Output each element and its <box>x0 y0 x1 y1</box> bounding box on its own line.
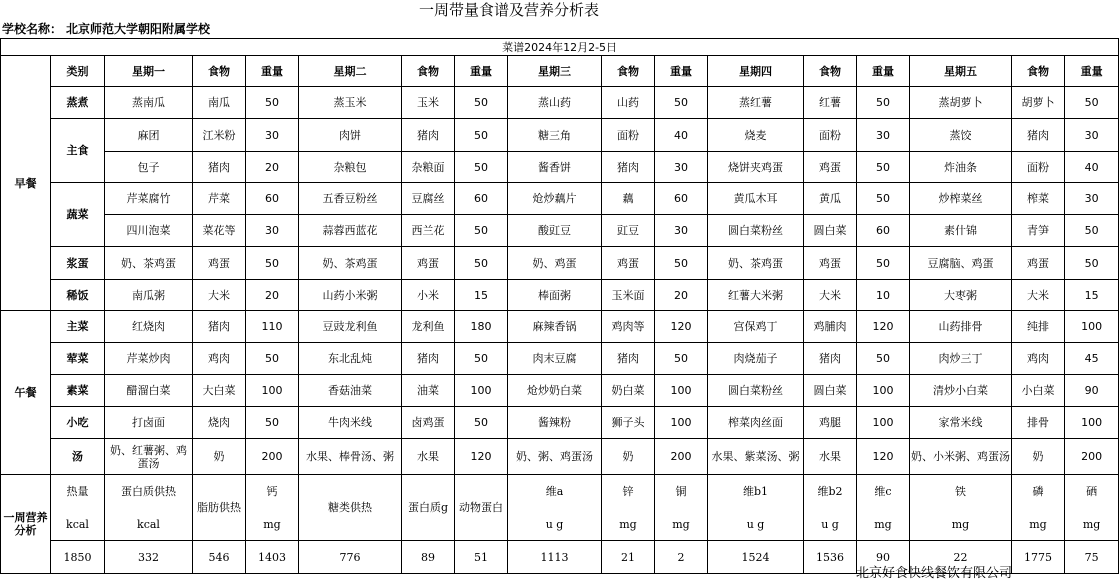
menu-cell: 50 <box>655 87 708 119</box>
nutrient-name: 热量 <box>51 475 105 509</box>
menu-cell: 大白菜 <box>193 375 246 407</box>
nutrient-value: 90 <box>857 541 910 574</box>
nutrient-value: 22 <box>910 541 1012 574</box>
menu-cell: 圆白菜粉丝 <box>708 375 804 407</box>
menu-cell: 50 <box>1065 247 1119 280</box>
nutrient-name: 硒 <box>1065 475 1119 509</box>
menu-cell: 豇豆 <box>602 215 655 247</box>
menu-cell: 15 <box>455 280 508 311</box>
menu-cell: 猪肉 <box>193 311 246 343</box>
menu-cell: 50 <box>455 152 508 183</box>
menu-cell: 30 <box>1065 119 1119 152</box>
menu-cell: 烧肉 <box>193 407 246 439</box>
menu-cell: 圆白菜粉丝 <box>708 215 804 247</box>
menu-cell: 蒜蓉西蓝花 <box>299 215 402 247</box>
menu-cell: 鸡蛋 <box>804 247 857 280</box>
nutrient-value: 546 <box>193 541 246 574</box>
nutrient-unit: kcal <box>105 509 193 541</box>
menu-cell: 50 <box>246 247 299 280</box>
nutrient-value: 1113 <box>508 541 602 574</box>
menu-cell: 山药小米粥 <box>299 280 402 311</box>
header-cell: 重量 <box>857 56 910 87</box>
nutrient-value: 2 <box>655 541 708 574</box>
period-row <box>1 39 1119 56</box>
menu-cell: 200 <box>246 439 299 475</box>
menu-cell: 水果、紫菜汤、粥 <box>708 439 804 475</box>
menu-cell: 面粉 <box>602 119 655 152</box>
menu-cell: 肉末豆腐 <box>508 343 602 375</box>
nutrient-value: 776 <box>299 541 402 574</box>
menu-cell: 100 <box>1065 407 1119 439</box>
header-cell: 重量 <box>246 56 299 87</box>
menu-period: 菜谱2024年12月2-5日 <box>1 39 1119 56</box>
header-cell: 星期四 <box>708 56 804 87</box>
menu-cell: 胡萝卜 <box>1012 87 1065 119</box>
menu-cell: 打卤面 <box>105 407 193 439</box>
breakfast-row <box>1 247 1119 280</box>
menu-cell: 奶、茶鸡蛋 <box>105 247 193 280</box>
menu-cell: 大米 <box>804 280 857 311</box>
category-cell: 素菜 <box>51 375 105 407</box>
menu-cell: 蒸饺 <box>910 119 1012 152</box>
breakfast-row <box>1 183 1119 215</box>
menu-cell: 烧饼夹鸡蛋 <box>708 152 804 183</box>
header-cell: 食物 <box>602 56 655 87</box>
nutrient-name: 维b2 <box>804 475 857 509</box>
menu-cell: 酱香饼 <box>508 152 602 183</box>
header-cell: 食物 <box>804 56 857 87</box>
menu-cell: 宫保鸡丁 <box>708 311 804 343</box>
nutrient-unit: u g <box>508 509 602 541</box>
menu-cell: 120 <box>655 311 708 343</box>
menu-cell: 30 <box>246 215 299 247</box>
menu-cell: 奶、红薯粥、鸡蛋汤 <box>105 439 193 475</box>
nutrient-unit: mg <box>246 509 299 541</box>
menu-cell: 50 <box>857 183 910 215</box>
nutrient-name: 维a <box>508 475 602 509</box>
menu-cell: 奶、鸡蛋 <box>508 247 602 280</box>
menu-cell: 奶、粥、鸡蛋汤 <box>508 439 602 475</box>
menu-cell: 杂粮面 <box>402 152 455 183</box>
menu-cell: 50 <box>1065 87 1119 119</box>
menu-cell: 奶 <box>1012 439 1065 475</box>
header-cell: 星期三 <box>508 56 602 87</box>
menu-cell: 奶、小米粥、鸡蛋汤 <box>910 439 1012 475</box>
menu-cell: 60 <box>857 215 910 247</box>
menu-cell: 南瓜粥 <box>105 280 193 311</box>
menu-cell: 30 <box>1065 183 1119 215</box>
menu-cell: 蒸山药 <box>508 87 602 119</box>
breakfast-row <box>1 215 1119 247</box>
menu-cell: 奶、茶鸡蛋 <box>299 247 402 280</box>
nutrition-unit-row <box>1 509 1119 541</box>
nutrient-value: 51 <box>455 541 508 574</box>
menu-cell: 50 <box>857 152 910 183</box>
nutrient-name: 锌 <box>602 475 655 509</box>
menu-cell: 猪肉 <box>402 119 455 152</box>
menu-cell: 西兰花 <box>402 215 455 247</box>
menu-cell: 玉米 <box>402 87 455 119</box>
menu-cell: 包子 <box>105 152 193 183</box>
menu-cell: 大枣粥 <box>910 280 1012 311</box>
lunch-row <box>1 439 1119 475</box>
menu-cell: 炸油条 <box>910 152 1012 183</box>
menu-cell: 鸡蛋 <box>804 152 857 183</box>
menu-cell: 榨菜肉丝面 <box>708 407 804 439</box>
menu-cell: 小白菜 <box>1012 375 1065 407</box>
menu-cell: 蒸玉米 <box>299 87 402 119</box>
menu-cell: 糖三角 <box>508 119 602 152</box>
menu-cell: 100 <box>246 375 299 407</box>
menu-cell: 90 <box>1065 375 1119 407</box>
menu-cell: 180 <box>455 311 508 343</box>
nutrient-unit: mg <box>602 509 655 541</box>
menu-cell: 菜花等 <box>193 215 246 247</box>
menu-cell: 30 <box>857 119 910 152</box>
menu-cell: 60 <box>246 183 299 215</box>
menu-cell: 藕 <box>602 183 655 215</box>
lunch-row <box>1 311 1119 343</box>
menu-cell: 50 <box>857 247 910 280</box>
header-cell: 食物 <box>193 56 246 87</box>
nutrient-name: 蛋白质g <box>402 475 455 541</box>
menu-cell: 五香豆粉丝 <box>299 183 402 215</box>
menu-cell: 牛肉米线 <box>299 407 402 439</box>
nutrient-name: 动物蛋白 <box>455 475 508 541</box>
menu-cell: 鸡肉 <box>193 343 246 375</box>
nutrient-value: 1536 <box>804 541 857 574</box>
lunch-row <box>1 407 1119 439</box>
lunch-row <box>1 375 1119 407</box>
menu-cell: 东北乱炖 <box>299 343 402 375</box>
menu-cell: 50 <box>455 343 508 375</box>
menu-cell: 山药 <box>602 87 655 119</box>
menu-cell: 50 <box>246 343 299 375</box>
menu-cell: 100 <box>857 407 910 439</box>
nutrient-value: 75 <box>1065 541 1119 574</box>
menu-cell: 大米 <box>1012 280 1065 311</box>
menu-cell: 红薯大米粥 <box>708 280 804 311</box>
nutrient-value: 1850 <box>51 541 105 574</box>
menu-cell: 南瓜 <box>193 87 246 119</box>
menu-cell: 香菇油菜 <box>299 375 402 407</box>
menu-cell: 蒸红薯 <box>708 87 804 119</box>
menu-cell: 100 <box>455 375 508 407</box>
menu-cell: 炝炒藕片 <box>508 183 602 215</box>
menu-cell: 50 <box>857 87 910 119</box>
menu-cell: 50 <box>455 407 508 439</box>
lunch-row <box>1 343 1119 375</box>
menu-cell: 猪肉 <box>193 152 246 183</box>
header-cell: 星期一 <box>105 56 193 87</box>
header-cell: 食物 <box>1012 56 1065 87</box>
menu-cell: 炝炒奶白菜 <box>508 375 602 407</box>
nutrient-unit: kcal <box>51 509 105 541</box>
menu-cell: 山药排骨 <box>910 311 1012 343</box>
nutrition-name-row <box>1 475 1119 509</box>
menu-cell: 40 <box>655 119 708 152</box>
menu-cell: 鸡蛋 <box>402 247 455 280</box>
menu-cell: 豆豉龙利鱼 <box>299 311 402 343</box>
header-cell: 星期五 <box>910 56 1012 87</box>
menu-cell: 200 <box>1065 439 1119 475</box>
menu-cell: 鸡蛋 <box>602 247 655 280</box>
menu-cell: 豆腐丝 <box>402 183 455 215</box>
menu-cell: 15 <box>1065 280 1119 311</box>
menu-cell: 黄瓜 <box>804 183 857 215</box>
menu-cell: 红薯 <box>804 87 857 119</box>
menu-cell: 杂粮包 <box>299 152 402 183</box>
menu-cell: 炒榨菜丝 <box>910 183 1012 215</box>
header-cell: 重量 <box>1065 56 1119 87</box>
menu-cell: 120 <box>857 439 910 475</box>
menu-cell: 麻辣香锅 <box>508 311 602 343</box>
menu-cell: 肉烧茄子 <box>708 343 804 375</box>
nutrient-value: 1775 <box>1012 541 1065 574</box>
menu-cell: 鸡肉 <box>1012 343 1065 375</box>
menu-cell: 20 <box>246 280 299 311</box>
category-cell: 浆蛋 <box>51 247 105 280</box>
menu-cell: 奶白菜 <box>602 375 655 407</box>
menu-cell: 30 <box>246 119 299 152</box>
menu-cell: 猪肉 <box>804 343 857 375</box>
nutrient-name: 铁 <box>910 475 1012 509</box>
nutrient-unit: mg <box>655 509 708 541</box>
menu-cell: 圆白菜 <box>804 375 857 407</box>
menu-cell: 狮子头 <box>602 407 655 439</box>
school-name: 北京师范大学朝阳附属学校 <box>66 22 211 36</box>
menu-cell: 四川泡菜 <box>105 215 193 247</box>
menu-cell: 酱辣粉 <box>508 407 602 439</box>
menu-cell: 龙利鱼 <box>402 311 455 343</box>
menu-cell: 100 <box>1065 311 1119 343</box>
menu-cell: 肉炒三丁 <box>910 343 1012 375</box>
menu-cell: 100 <box>655 375 708 407</box>
nutrient-name: 脂肪供热 <box>193 475 246 541</box>
school-label: 学校名称： <box>2 22 63 36</box>
menu-cell: 烧麦 <box>708 119 804 152</box>
menu-cell: 100 <box>655 407 708 439</box>
menu-cell: 水果 <box>402 439 455 475</box>
menu-cell: 猪肉 <box>602 152 655 183</box>
nutrient-unit: mg <box>1012 509 1065 541</box>
nutrient-name: 糖类供热 <box>299 475 402 541</box>
menu-cell: 20 <box>655 280 708 311</box>
menu-cell: 蒸南瓜 <box>105 87 193 119</box>
menu-cell: 素什锦 <box>910 215 1012 247</box>
nutrient-value: 1403 <box>246 541 299 574</box>
nutrient-unit: mg <box>1065 509 1119 541</box>
menu-cell: 家常米线 <box>910 407 1012 439</box>
menu-cell: 江米粉 <box>193 119 246 152</box>
page-title: 一周带量食谱及营养分析表 <box>418 1 599 19</box>
menu-cell: 50 <box>455 119 508 152</box>
menu-cell: 棒面粥 <box>508 280 602 311</box>
menu-cell: 芹菜 <box>193 183 246 215</box>
menu-cell: 纯排 <box>1012 311 1065 343</box>
header-cell: 重量 <box>655 56 708 87</box>
nutrient-value: 1524 <box>708 541 804 574</box>
menu-cell: 50 <box>655 247 708 280</box>
menu-cell: 120 <box>857 311 910 343</box>
menu-cell: 玉米面 <box>602 280 655 311</box>
nutrient-unit: mg <box>857 509 910 541</box>
header-cell: 类别 <box>51 56 105 87</box>
menu-cell: 小米 <box>402 280 455 311</box>
menu-cell: 圆白菜 <box>804 215 857 247</box>
menu-cell: 清炒小白菜 <box>910 375 1012 407</box>
category-cell: 小吃 <box>51 407 105 439</box>
menu-cell: 大米 <box>193 280 246 311</box>
nutrient-value: 332 <box>105 541 193 574</box>
menu-cell: 100 <box>857 375 910 407</box>
menu-cell: 卤鸡蛋 <box>402 407 455 439</box>
menu-cell: 40 <box>1065 152 1119 183</box>
menu-cell: 鸡腿 <box>804 407 857 439</box>
nutrient-name: 铜 <box>655 475 708 509</box>
menu-cell: 10 <box>857 280 910 311</box>
nutrient-value: 21 <box>602 541 655 574</box>
header-cell: 食物 <box>402 56 455 87</box>
category-cell: 汤 <box>51 439 105 475</box>
menu-cell: 肉饼 <box>299 119 402 152</box>
menu-cell: 蒸胡萝卜 <box>910 87 1012 119</box>
nutrient-name: 蛋白质供热 <box>105 475 193 509</box>
menu-cell: 50 <box>246 87 299 119</box>
menu-cell: 豆腐脑、鸡蛋 <box>910 247 1012 280</box>
header-cell: 重量 <box>455 56 508 87</box>
menu-cell: 20 <box>246 152 299 183</box>
menu-cell: 奶、茶鸡蛋 <box>708 247 804 280</box>
breakfast-row <box>1 280 1119 311</box>
breakfast-row <box>1 152 1119 183</box>
menu-cell: 50 <box>455 87 508 119</box>
breakfast-row <box>1 87 1119 119</box>
school-line <box>2 20 210 38</box>
menu-cell: 油菜 <box>402 375 455 407</box>
nutrient-name: 磷 <box>1012 475 1065 509</box>
menu-cell: 面粉 <box>1012 152 1065 183</box>
menu-cell: 芹菜腐竹 <box>105 183 193 215</box>
category-cell: 稀饭 <box>51 280 105 311</box>
menu-cell: 60 <box>655 183 708 215</box>
category-cell: 荤菜 <box>51 343 105 375</box>
menu-cell: 鸡肉等 <box>602 311 655 343</box>
menu-cell: 50 <box>857 343 910 375</box>
nutrition-label: 一周营养分析 <box>1 475 51 574</box>
menu-cell: 麻团 <box>105 119 193 152</box>
menu-cell: 鸡蛋 <box>193 247 246 280</box>
menu-cell: 面粉 <box>804 119 857 152</box>
menu-cell: 酸豇豆 <box>508 215 602 247</box>
menu-cell: 榨菜 <box>1012 183 1065 215</box>
category-cell: 主食 <box>51 119 105 183</box>
menu-cell: 50 <box>246 407 299 439</box>
nutrient-unit: u g <box>804 509 857 541</box>
menu-cell: 青笋 <box>1012 215 1065 247</box>
menu-cell: 鸡蛋 <box>1012 247 1065 280</box>
menu-cell: 排骨 <box>1012 407 1065 439</box>
nutrient-name: 维c <box>857 475 910 509</box>
menu-table <box>0 38 1119 574</box>
breakfast-label: 早餐 <box>1 56 51 311</box>
menu-cell: 50 <box>455 247 508 280</box>
category-cell: 主菜 <box>51 311 105 343</box>
menu-cell: 110 <box>246 311 299 343</box>
menu-cell: 猪肉 <box>1012 119 1065 152</box>
menu-cell: 50 <box>1065 215 1119 247</box>
nutrient-name: 钙 <box>246 475 299 509</box>
menu-cell: 45 <box>1065 343 1119 375</box>
menu-cell: 30 <box>655 215 708 247</box>
nutrient-value: 89 <box>402 541 455 574</box>
category-cell: 蒸煮 <box>51 87 105 119</box>
menu-cell: 60 <box>455 183 508 215</box>
menu-cell: 120 <box>455 439 508 475</box>
menu-cell: 50 <box>655 343 708 375</box>
header-row <box>1 56 1119 87</box>
menu-cell: 红烧肉 <box>105 311 193 343</box>
menu-cell: 芹菜炒肉 <box>105 343 193 375</box>
company-footer: 北京好食快线餐饮有限公司 <box>855 566 1012 581</box>
menu-cell: 水果 <box>804 439 857 475</box>
menu-cell: 醋溜白菜 <box>105 375 193 407</box>
menu-cell: 水果、棒骨汤、粥 <box>299 439 402 475</box>
menu-cell: 50 <box>455 215 508 247</box>
menu-cell: 猪肉 <box>602 343 655 375</box>
category-cell: 蔬菜 <box>51 183 105 247</box>
menu-cell: 鸡脯肉 <box>804 311 857 343</box>
menu-cell: 奶 <box>602 439 655 475</box>
breakfast-row <box>1 119 1119 152</box>
nutrient-unit: mg <box>910 509 1012 541</box>
menu-cell: 200 <box>655 439 708 475</box>
menu-cell: 奶 <box>193 439 246 475</box>
lunch-label: 午餐 <box>1 311 51 475</box>
nutrient-unit: u g <box>708 509 804 541</box>
header-cell: 星期二 <box>299 56 402 87</box>
menu-cell: 猪肉 <box>402 343 455 375</box>
nutrient-name: 维b1 <box>708 475 804 509</box>
menu-cell: 30 <box>655 152 708 183</box>
menu-cell: 黄瓜木耳 <box>708 183 804 215</box>
